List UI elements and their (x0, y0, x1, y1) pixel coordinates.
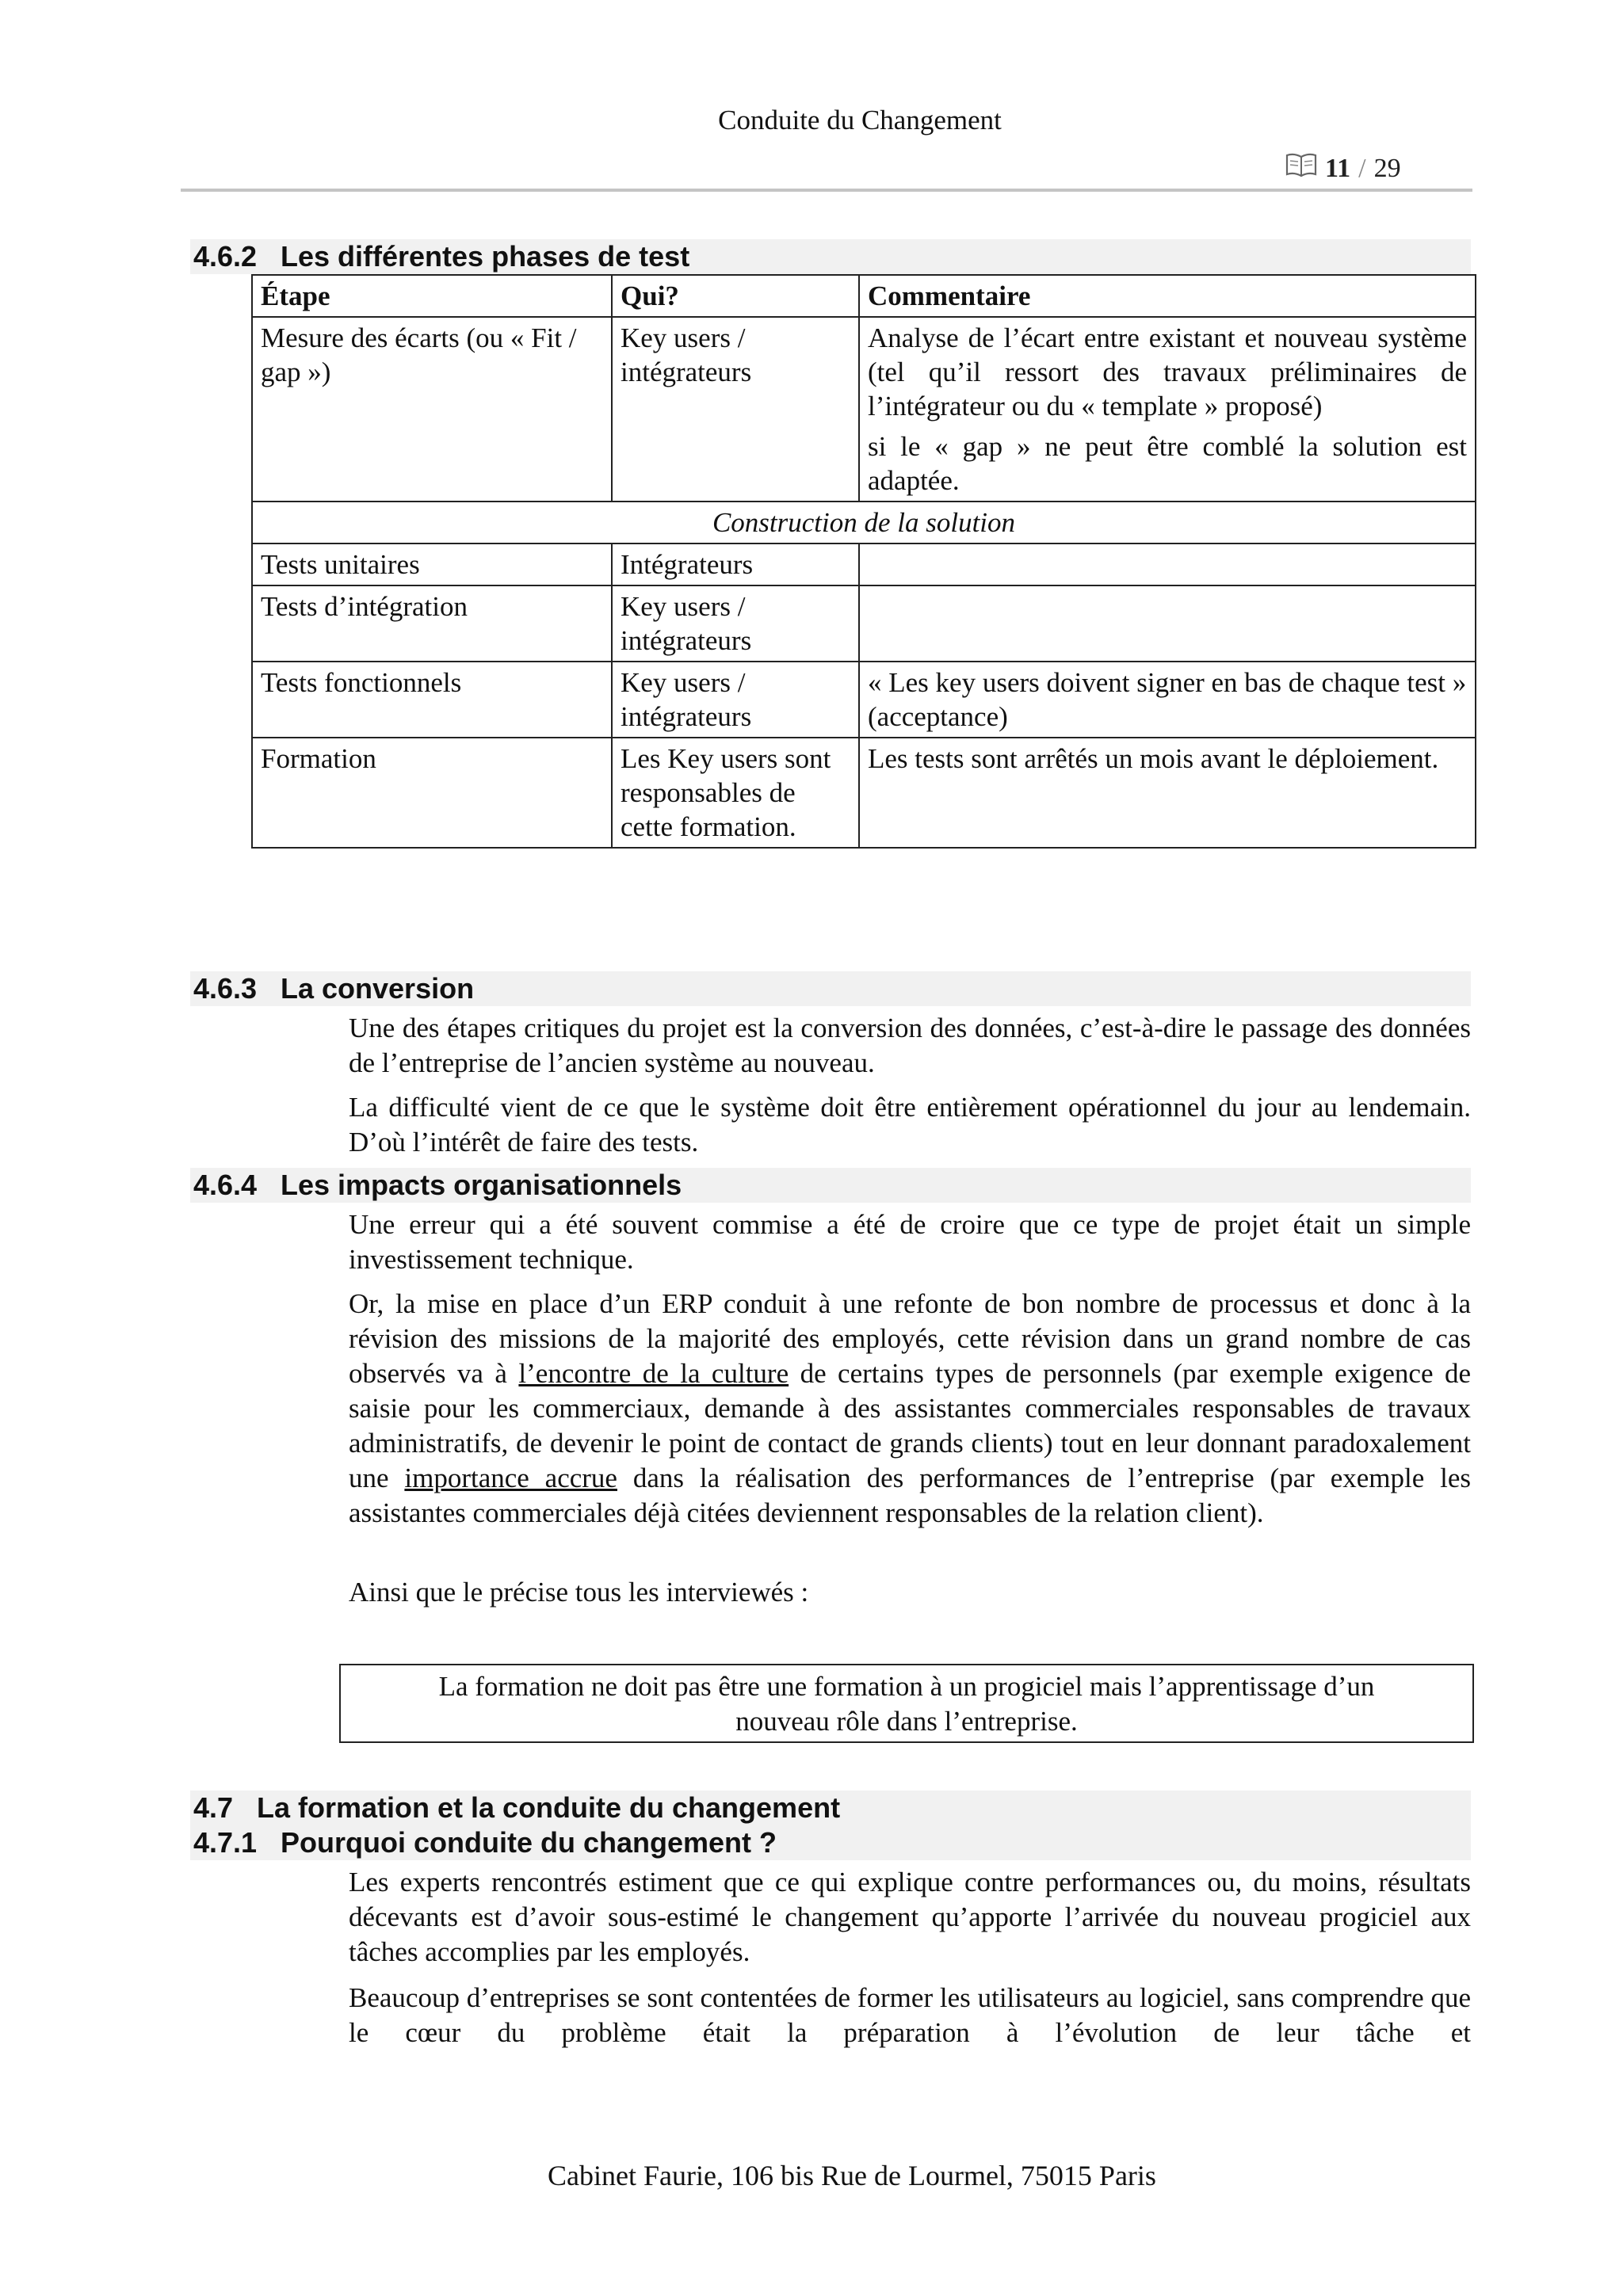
document-title: Conduite du Changement (718, 105, 1002, 135)
comment-paragraph: si le « gap » ne peut être comblé la solution est adaptée. (868, 431, 1467, 496)
section-heading-4-6-4: 4.6.4 Les impacts organisationnels (190, 1168, 1471, 1203)
cell-construction: Construction de la solution (252, 502, 1476, 543)
underlined-phrase: l’encontre de la culture (518, 1358, 789, 1389)
page-separator: / (1358, 153, 1366, 183)
book-icon (1285, 152, 1317, 185)
section-heading-4-6-2: 4.6.2 Les différentes phases de test (190, 239, 1471, 274)
cell-commentaire (859, 317, 1476, 502)
paragraph-conversion-1: Une des étapes critiques du projet est la conversion des données, c’est-à-dire le passage des données de l’entreprise de l’ancien système au nouveau. (349, 1013, 1471, 1078)
table-row (252, 543, 1476, 585)
cell-qui: Key users / intégrateurs (612, 317, 859, 502)
table-row (252, 738, 1476, 848)
section-heading-4-7-1: 4.7.1 Pourquoi conduite du changement ? (190, 1825, 1471, 1860)
table-header-qui: Qui? (612, 275, 859, 317)
table-row (252, 585, 1476, 662)
cell-qui: Intégrateurs (612, 543, 859, 585)
paragraph-conversion-2: La difficulté vient de ce que le système doit être entièrement opérationnel du jour au lendemain. D’où l’intérêt de faire des tests. (349, 1092, 1471, 1158)
table-header-commentaire: Commentaire (859, 275, 1476, 317)
cell-etape: Tests fonctionnels (252, 662, 612, 738)
table-header-row (252, 275, 1476, 317)
paragraph-pourquoi-2: Beaucoup d’entreprises se sont contentées de former les utilisateurs au logiciel, sans comprendre que le cœur du problème était la préparation à l’évolution de leur tâche et (349, 1982, 1471, 2048)
cell-etape: Formation (252, 738, 612, 848)
underlined-phrase: importance accrue (404, 1463, 617, 1493)
paragraph-impacts-3: Ainsi que le précise tous les interviewés : (349, 1577, 809, 1608)
cell-etape: Tests unitaires (252, 543, 612, 585)
section-heading-4-7: 4.7 La formation et la conduite du changement (190, 1791, 1471, 1825)
cell-qui: Les Key users sont responsables de cette formation. (612, 738, 859, 848)
quote-box (339, 1664, 1474, 1743)
page-current: 11 (1325, 153, 1351, 183)
cell-commentaire: « Les key users doivent signer en bas de chaque test » (acceptance) (859, 662, 1476, 738)
paragraph-pourquoi-1: Les experts rencontrés estiment que ce qui explique contre performances ou, du moins, résultats décevants est d’avoir sous-estimé le changement qu’apporte l’arrivée du nouveau progiciel aux tâches accomplies par les employés. (349, 1867, 1471, 1967)
page-indicator (1285, 152, 1401, 185)
paragraph-impacts-1: Une erreur qui a été souvent commise a été de croire que ce type de projet était un simple investissement technique. (349, 1209, 1471, 1275)
page-total: 29 (1373, 153, 1401, 183)
cell-etape: Mesure des écarts (ou « Fit / gap ») (252, 317, 612, 502)
table-header-etape: Étape (252, 275, 612, 317)
cell-qui: Key users / intégrateurs (612, 662, 859, 738)
cell-etape: Tests d’intégration (252, 585, 612, 662)
header-divider (181, 189, 1472, 192)
table-row (252, 662, 1476, 738)
table-row-span (252, 502, 1476, 543)
footer-address: Cabinet Faurie, 106 bis Rue de Lourmel, 75015 Paris (548, 2160, 1156, 2191)
cell-commentaire (859, 585, 1476, 662)
section-heading-4-6-3: 4.6.3 La conversion (190, 971, 1471, 1006)
cell-commentaire (859, 543, 1476, 585)
cell-commentaire: Les tests sont arrêtés un mois avant le déploiement. (859, 738, 1476, 848)
comment-paragraph: Analyse de l’écart entre existant et nouveau système (tel qu’il ressort des travaux préliminaires de l’intégrateur ou du « template » proposé) (868, 322, 1467, 421)
test-phases-table (251, 274, 1476, 849)
table-row (252, 317, 1476, 502)
cell-qui: Key users / intégrateurs (612, 585, 859, 662)
quote-text: La formation ne doit pas être une formation à un progiciel mais l’apprentissage d’un nouveau rôle dans l’entreprise. (438, 1671, 1375, 1737)
paragraph-impacts-2: Or, la mise en place d’un ERP conduit à une refonte de bon nombre de processus et donc à la révision des missions de la majorité des employés, cette révision dans un grand nombre de cas observés va à l’encontre de la culture de certains types de personnels (par exemple exigence de saisie pour les commerciaux, demande à des assistantes commerciales responsables de travaux administratifs, de devenir le point de contact de grands clients) tout en leur donnant paradoxalement une importance accrue dans la réalisation des performances de l’entreprise (par exemple les assistantes commerciales déjà citées deviennent responsables de la relation client). (349, 1288, 1471, 1528)
